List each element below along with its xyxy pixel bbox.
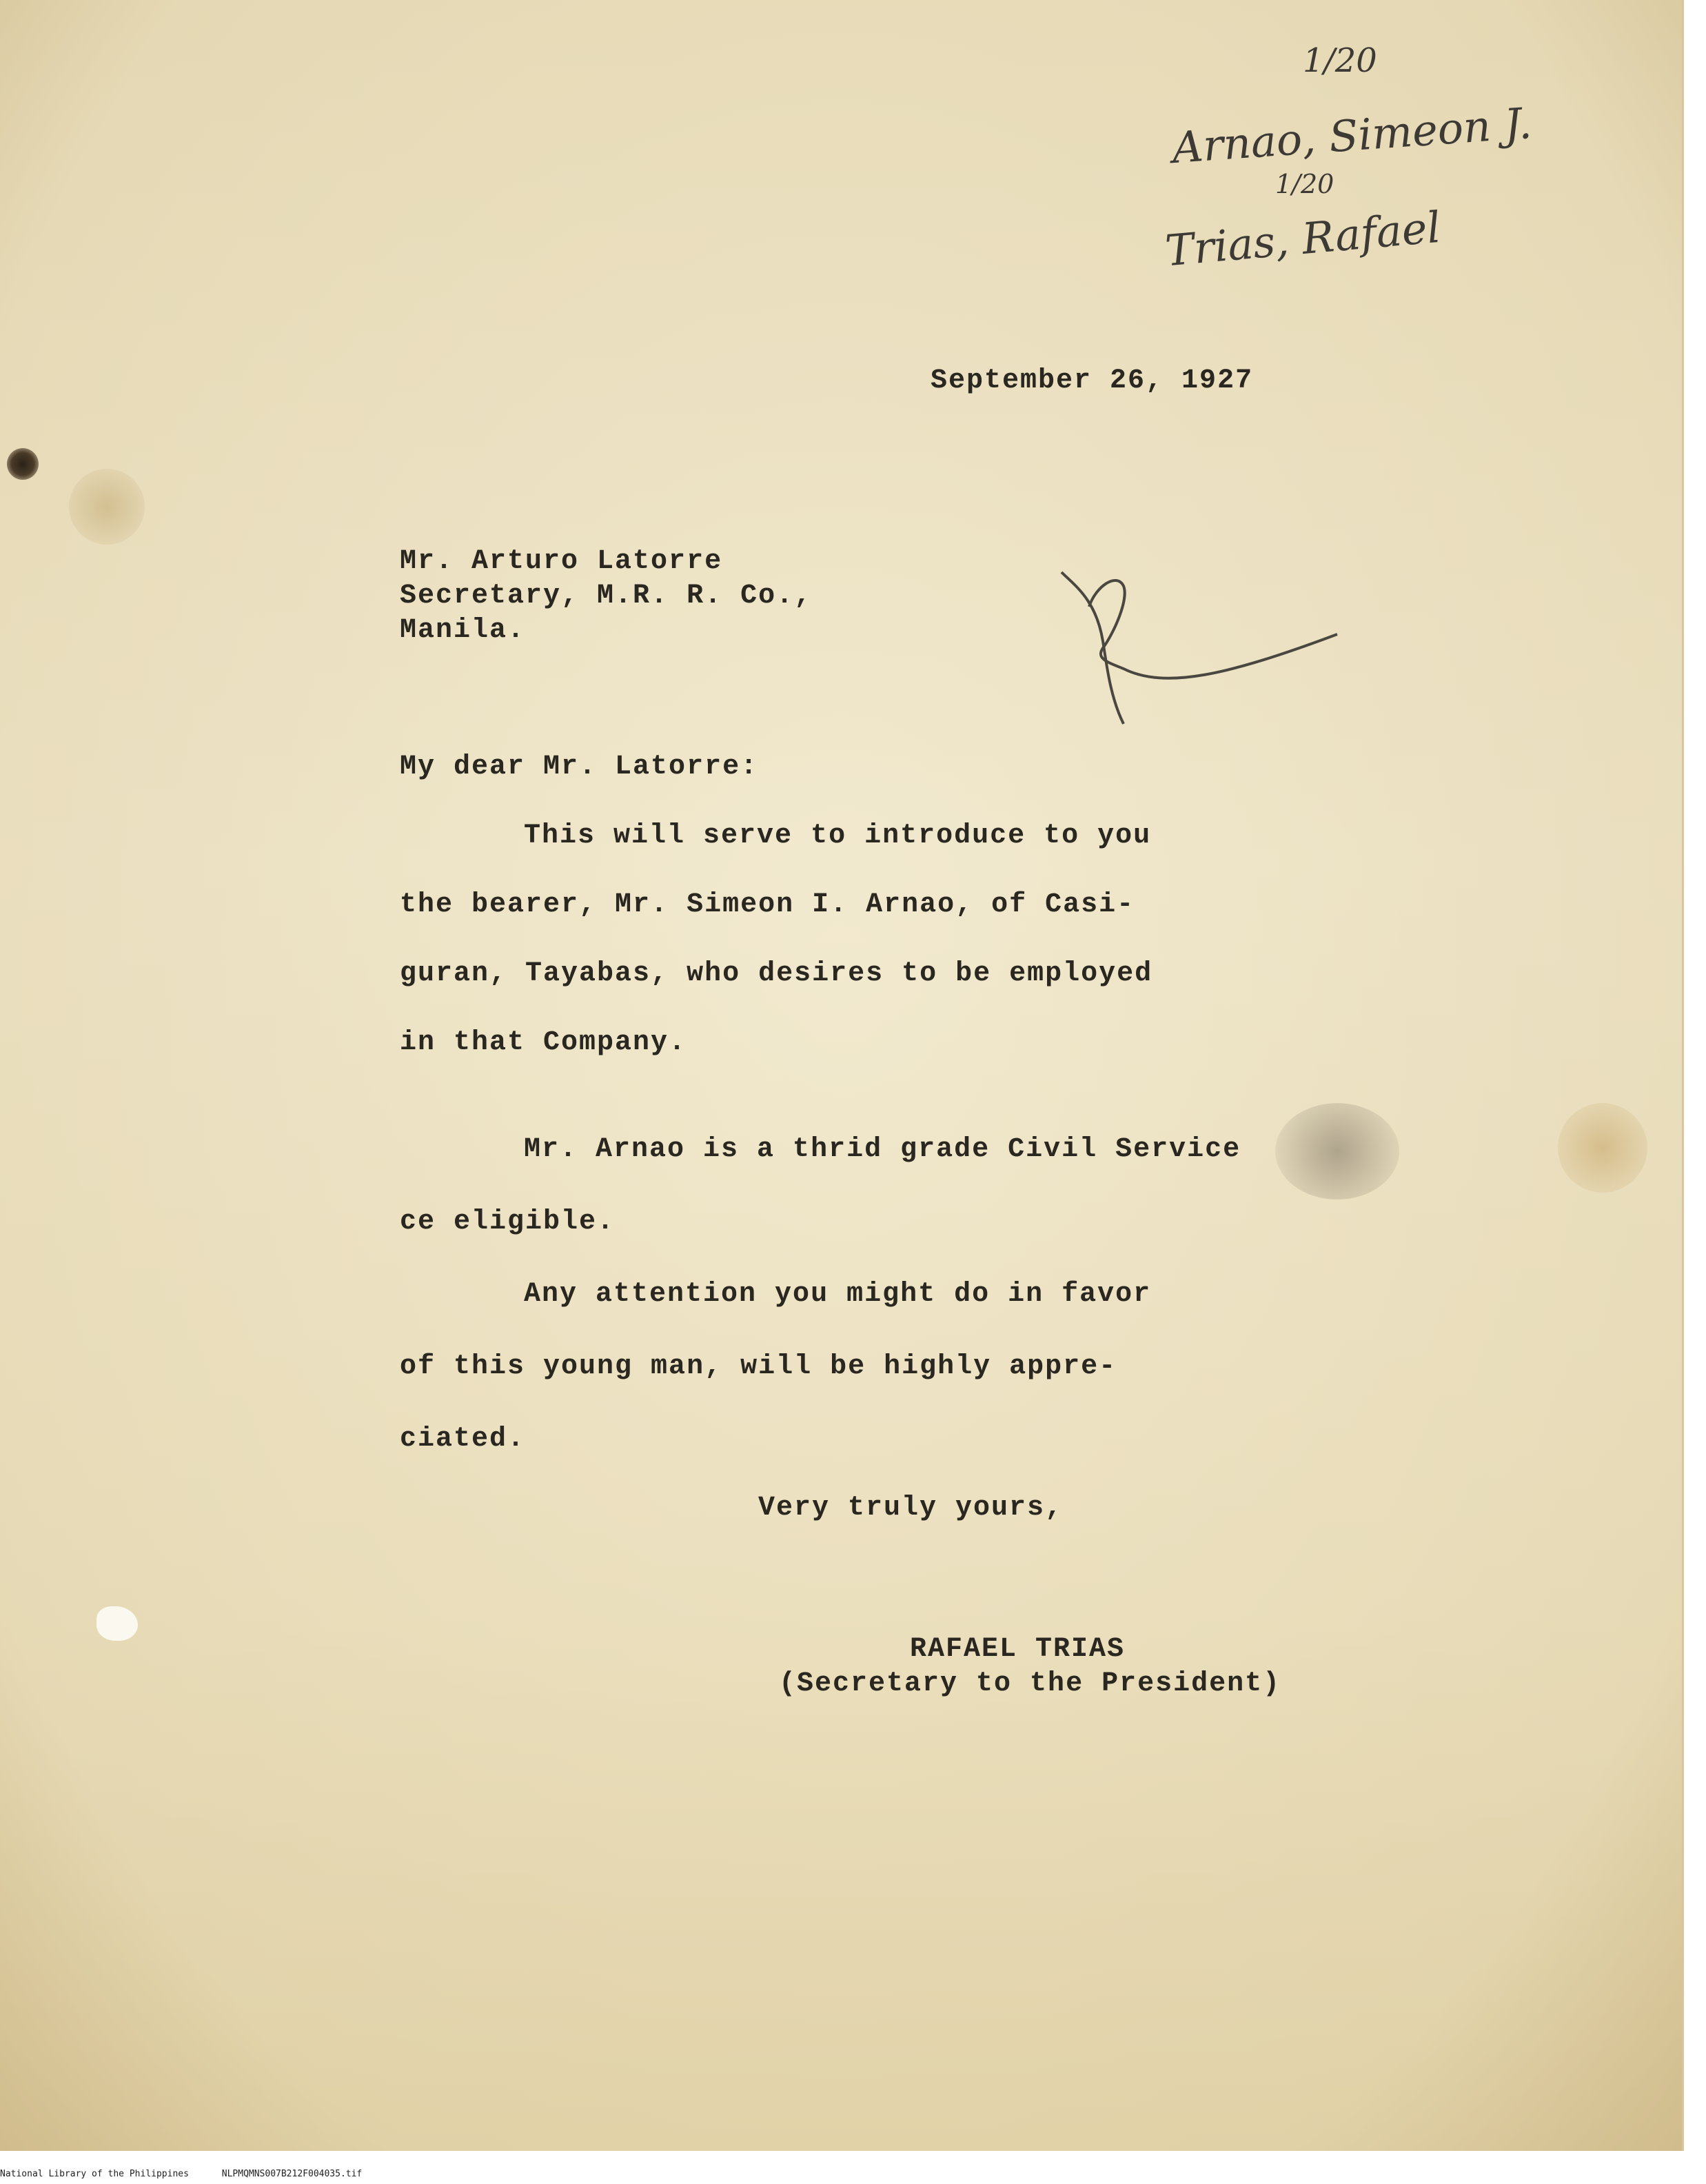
body-line: in that Company. (400, 1027, 687, 1058)
library-credit: National Library of the Philippines (0, 2169, 189, 2179)
letter-closing: Very truly yours, (758, 1493, 1064, 1524)
recipient-name: Mr. Arturo Latorre (400, 546, 723, 577)
body-line: This will serve to introduce to you (524, 820, 1152, 851)
body-line: guran, Tayabas, who desires to be employed (400, 958, 1153, 989)
handwritten-annotation: Trias, Rafael (1163, 201, 1443, 276)
handwritten-annotation: 1/20 (1303, 41, 1377, 80)
body-line: the bearer, Mr. Simeon I. Arnao, of Casi- (400, 889, 1135, 920)
body-line: of this young man, will be highly appre- (400, 1351, 1117, 1382)
letter-salutation: My dear Mr. Latorre: (400, 751, 759, 782)
smudge-stain (1275, 1103, 1399, 1200)
body-line: Any attention you might do in favor (524, 1279, 1152, 1310)
water-stain (69, 469, 145, 545)
handwritten-initial-mark (1048, 558, 1351, 738)
ink-stain (7, 448, 39, 480)
handwritten-annotation: Arnao, Simeon J. (1170, 97, 1534, 174)
recipient-title: Secretary, M.R. R. Co., (400, 580, 813, 611)
handwritten-annotation: 1/20 (1275, 169, 1334, 199)
recipient-city: Manila. (400, 615, 526, 646)
scan-footer (0, 2169, 389, 2179)
body-line: ce eligible. (400, 1206, 616, 1237)
letter-date: September 26, 1927 (931, 365, 1254, 396)
body-line: ciated. (400, 1424, 526, 1455)
paper-hole (97, 1606, 138, 1641)
file-id: NLPMQMNS007B212F004035.tif (221, 2169, 363, 2179)
signatory-name: RAFAEL TRIAS (910, 1634, 1126, 1665)
water-stain (1558, 1103, 1647, 1193)
signatory-title: (Secretary to the President) (779, 1668, 1281, 1699)
body-line: Mr. Arnao is a thrid grade Civil Service (524, 1134, 1241, 1165)
